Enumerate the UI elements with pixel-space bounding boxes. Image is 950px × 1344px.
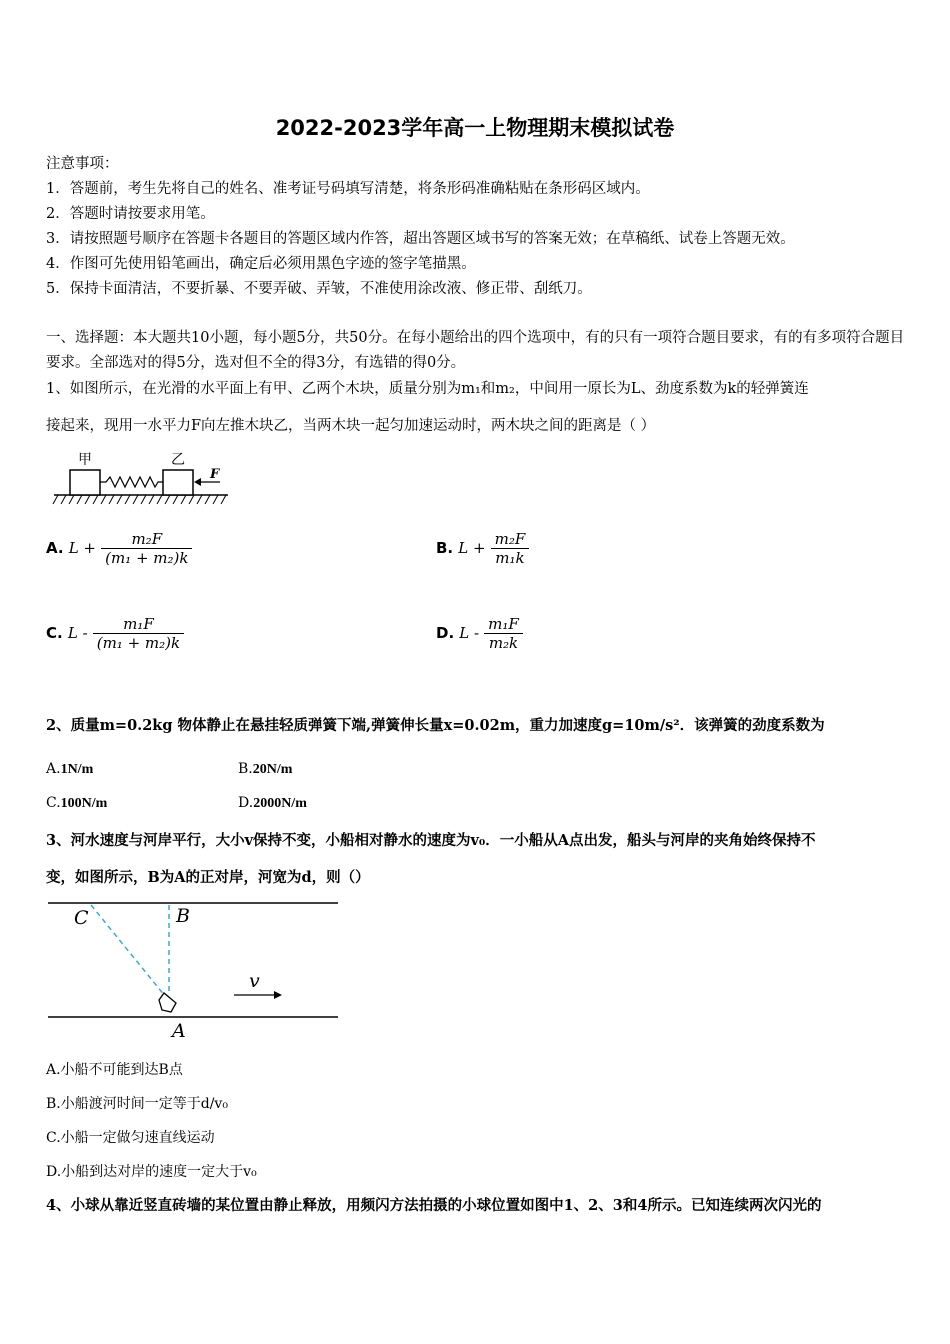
q1-text-line2: 接起来，现用一水平力F向左推木块乙，当两木块一起匀加速运动时，两木块之间的距离是（ ） bbox=[46, 418, 656, 434]
q3-text-line2: 变，如图所示，B为A的正对岸，河宽为d，则（） bbox=[46, 869, 370, 886]
notice-item: 5．保持卡面清洁，不要折暴、不要弄破、弄皱，不准使用涂改液、修正带、刮纸刀。 bbox=[46, 281, 592, 297]
label-yi: 乙 bbox=[171, 452, 185, 468]
option-label: B. bbox=[436, 539, 454, 557]
q2-option-a[interactable]: A.1N/m bbox=[46, 761, 94, 777]
q2-option-d[interactable]: D.2000N/m bbox=[238, 795, 307, 811]
q2-option-b[interactable]: B.20N/m bbox=[238, 761, 293, 777]
q2-text: 2、质量m=0.2kg 物体静止在悬挂轻质弹簧下端,弹簧伸长量x=0.02m，重力加速度g=10m/s²．该弹簧的劲度系数为 bbox=[46, 717, 825, 734]
section-heading: 一、选择题：本大题共10小题，每小题5分，共50分。在每小题给出的四个选项中，有的只有一项符合题目要求，有的有多项符合题目要求。全部选对的得5分，选对但不全的得3分，有选错的得0分。 bbox=[46, 330, 905, 371]
q3-option-b[interactable]: B.小船渡河时间一定等于d/v₀ bbox=[46, 1096, 228, 1112]
q4-text: 4、小球从靠近竖直砖墙的某位置由静止释放，用频闪方法拍摄的小球位置如图中1、2、3和4所示。已知连续两次闪光的 bbox=[46, 1197, 822, 1214]
label-c: C bbox=[74, 907, 89, 929]
option-label: A. bbox=[46, 539, 64, 557]
q1-option-a[interactable]: A. L + $\frac{\text{m₂F}}{\text{(m₁ + m₂)k}}$ bbox=[46, 530, 192, 567]
spring bbox=[100, 477, 163, 487]
page-title: 2022-2023学年高一上物理期末模拟试卷 bbox=[275, 116, 675, 140]
q1-option-d[interactable]: D. L - $\frac{\text{m₁F}}{\text{m₂k}}$ bbox=[436, 615, 523, 652]
option-label: D. bbox=[436, 624, 455, 642]
block-yi bbox=[163, 470, 193, 495]
q3-option-d[interactable]: D.小船到达对岸的速度一定大于v₀ bbox=[46, 1164, 257, 1180]
label-force: F bbox=[210, 467, 220, 482]
label-v: v bbox=[249, 970, 260, 992]
label-b: B bbox=[176, 905, 190, 927]
label-a: A bbox=[172, 1020, 186, 1042]
notice-item: 4．作图可先使用铅笔画出，确定后必须用黑色字迹的签字笔描黑。 bbox=[46, 256, 476, 272]
block-jia bbox=[70, 470, 100, 495]
notice-item: 2．答题时请按要求用笔。 bbox=[46, 206, 215, 222]
q1-text-line1: 1、如图所示，在光滑的水平面上有甲、乙两个木块，质量分别为m₁和m₂，中间用一原长为L、劲度系数为k的轻弹簧连 bbox=[46, 381, 809, 397]
label-jia: 甲 bbox=[78, 452, 92, 468]
option-label: C. bbox=[46, 624, 63, 642]
q3-river-diagram bbox=[46, 895, 342, 1045]
q1-option-c[interactable]: C. L - $\frac{\text{m₁F}}{\text{(m₁ + m₂)k}}$ bbox=[46, 615, 184, 652]
q3-option-c[interactable]: C.小船一定做匀速直线运动 bbox=[46, 1130, 215, 1146]
q3-option-a[interactable]: A.小船不可能到达B点 bbox=[46, 1062, 183, 1078]
q3-text-line1: 3、河水速度与河岸平行，大小v保持不变，小船相对静水的速度为v₀．一小船从A点出发，船头与河岸的夹角始终保持不 bbox=[46, 832, 816, 849]
boat bbox=[159, 993, 176, 1012]
q1-spring-diagram bbox=[52, 448, 232, 510]
notice-item: 1．答题前，考生先将自己的姓名、准考证号码填写清楚，将条形码准确粘贴在条形码区域内。 bbox=[46, 181, 650, 197]
notice-item: 3．请按照题号顺序在答题卡各题目的答题区域内作答，超出答题区域书写的答案无效；在草稿纸、试卷上答题无效。 bbox=[46, 231, 795, 247]
q1-option-b[interactable]: B. L + $\frac{\text{m₂F}}{\text{m₁k}}$ bbox=[436, 530, 529, 567]
path-to-c bbox=[91, 905, 165, 996]
notice-heading: 注意事项： bbox=[46, 156, 119, 172]
q2-option-c[interactable]: C.100N/m bbox=[46, 795, 108, 811]
